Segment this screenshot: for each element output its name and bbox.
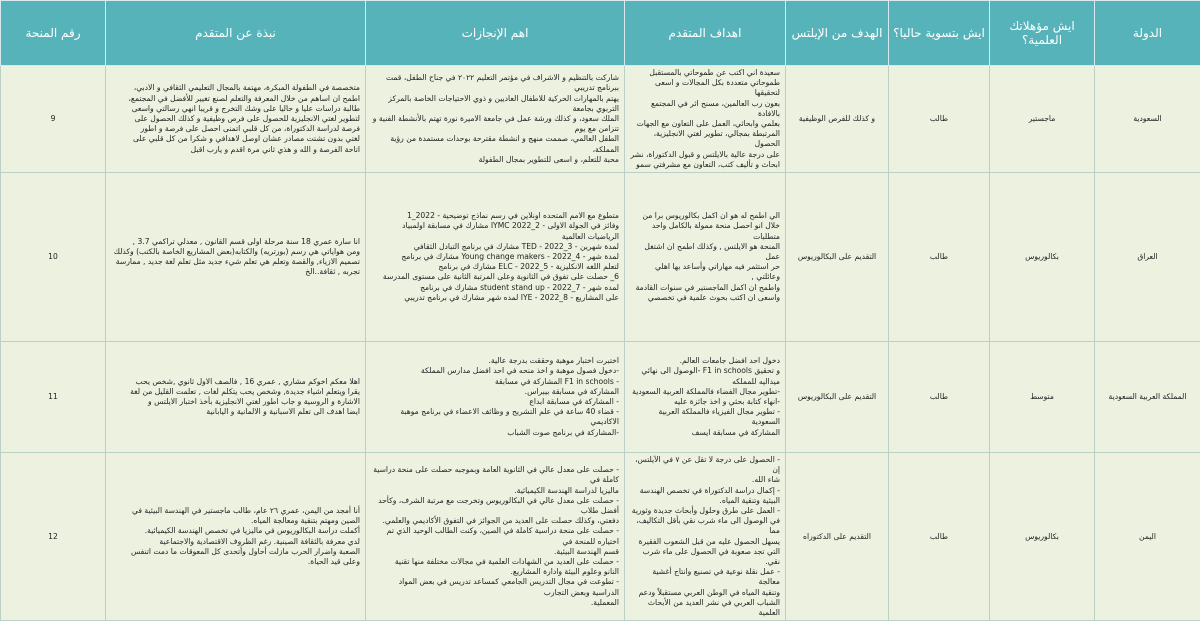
- text-line: وفائز في الجولة الاولى - IYMC 2022_2 مشارك في مسابقة اولمبياد الرياضيات العالمية: [371, 221, 619, 241]
- ielts-goal-cell: التقديم على البكالوريوس: [786, 342, 889, 453]
- text-line: -تطوير مجال الفضاء فالمملكة العربية السعودية: [630, 387, 780, 397]
- text-line: طالبة دراسات عليا و حاليا على وشك التخرج و قريبا انهي رسالتي واسعى: [111, 104, 360, 114]
- text-line: - حصلت على معدل عالي في الثانوية العامة وبموجبه حصلت على منحة دراسية كاملة في: [371, 465, 619, 485]
- bio-cell: [106, 173, 366, 342]
- text-line: أنا أمجد من اليمن، عمري ٢٦ عام، طالب ماجستير في الهندسة البيئية في: [111, 506, 360, 516]
- text-line: اهلا معكم اخوكم مشاري , عمري 16 , فالصف الاول ثانوي ,شخص يحب: [111, 377, 360, 387]
- goals-cell: [625, 342, 786, 453]
- bio-cell: [106, 342, 366, 453]
- text-line: متخصصة في الطفولة المبكرة، مهتمة بالمجال التعليمي الثقافي و الادبي،: [111, 83, 360, 93]
- text-line: شاء الله.: [630, 475, 780, 485]
- text-line: المشاركة في مسابقة بيبراس.: [371, 387, 619, 397]
- text-line: المعملية.: [371, 598, 619, 608]
- qualification-cell: متوسط: [990, 342, 1095, 453]
- text-line: - تطوعت في مجال التدريس الجامعي كمساعد تدريس في بعض المواد الدراسية وبعض التجارب: [371, 577, 619, 597]
- text-line: - قضاء 40 ساعة في علم التشريح و وظائف الاعضاء في برنامج موهبة الاكاديمي: [371, 407, 619, 427]
- achievements-cell: [366, 66, 625, 173]
- text-line: - حصلت على معدل عالي في البكالوريوس وتخرجت مع مرتبة الشرف، وكأحد أفضل طلاب: [371, 496, 619, 516]
- header-current-status: ايش بتسوية حاليا؟: [889, 1, 990, 66]
- text-line: الشباب العربي في نشر العديد من الأبحاث العلمية: [630, 598, 780, 618]
- text-line: وتنقية المياه في الوطن العربي مستقبلاً ودعم: [630, 588, 780, 598]
- text-line: سعيدة اني اكتب عن طموحاتي بالمستقبل: [630, 68, 780, 78]
- text-line: الملك سعود، و كذلك ورشة عمل في جامعة الاميرة نورة تهتم بالأنشطة الفنية و تتزامن مع يوم: [371, 114, 619, 134]
- header-country: الدولة: [1095, 1, 1200, 66]
- achievements-cell: [366, 453, 625, 621]
- status-cell: طالب: [889, 66, 990, 173]
- text-line: التي تجد صعوبة في الحصول على ماء شرب نقي.: [630, 547, 780, 567]
- table-row: [1, 453, 1200, 621]
- text-line: - F1 in schools المشاركة في مسابقة: [371, 377, 619, 387]
- text-line: - المشاركة في مسابقة ابداع: [371, 397, 619, 407]
- text-line: 6_ حصلت على تفوق في الثانوية وعلى المرتبة الثانية على مستوى المدرسة: [371, 272, 619, 282]
- goals-cell: [625, 173, 786, 342]
- qualification-cell: ماجستير: [990, 66, 1095, 173]
- text-line: -دخول فصول موهبة و اخذ منحه في احد افضل مدارس المملكة: [371, 366, 619, 376]
- text-line: - إكمال دراسة الدكتوراة في تخصص الهندسة: [630, 486, 780, 496]
- header-goals: اهداف المتقدم: [625, 1, 786, 66]
- text-line: الصين ومهتم بتنقية ومعالجة المياه.: [111, 516, 360, 526]
- text-line: لتعلم اللغه الانكليزية - ELC - 2022_5 مشارك في برنامج: [371, 262, 619, 272]
- achievements-cell: [366, 342, 625, 453]
- text-line: دفعتي، وكذلك حصلت على العديد من الجوائز في التفوق الأكاديمي والعلمي.: [371, 516, 619, 526]
- text-line: دخول احد افضل جامعات العالم.: [630, 356, 780, 366]
- text-line: ابحاث و تأليف كتب، التعاون مع مشرفتي سمو: [630, 160, 780, 170]
- text-line: قسم الهندسة البيئية.: [371, 547, 619, 557]
- text-line: ميداليه للمملكه: [630, 377, 780, 387]
- status-cell: طالب: [889, 342, 990, 453]
- text-line: - عمل نقلة نوعية في تصنيع وانتاج أغشية معالجة: [630, 567, 780, 587]
- text-line: طموحاتي متعددة بكل المجالات و اسعى لتحقيقها: [630, 78, 780, 98]
- text-line: بعلمي وابحاثي، العمل على التعاون مع الجهات: [630, 119, 780, 129]
- country-cell: العراق: [1095, 173, 1200, 342]
- text-line: لمده شهر - student stand up - 2022_7 مشارك في برنامج: [371, 283, 619, 293]
- text-line: يهتم بالمهارات الحركية للاطفال العاديين و ذوي الاحتياجات الخاصة بالمركز التربوي بجامعة: [371, 94, 619, 114]
- text-line: - الحصول على درجة لا تقل عن ٧ في الآيلتس، إن: [630, 455, 780, 475]
- text-line: أكملت دراسة البكالوريوس في ماليزيا في تخصص الهندسة الكيميائية.: [111, 526, 360, 536]
- country-cell: المملكة العربية السعودية: [1095, 342, 1200, 453]
- text-line: ومن هواياتي هي رسم (بورتريه) والكتابه(بعض المشاريع الخاصة بالكتب) وكذلك: [111, 247, 360, 257]
- text-line: اتاحة الفرصة و الله و هذي ثاني مرة اقدم و يارب اقبل: [111, 145, 360, 155]
- text-line: و تحقيق F1 in schools -الوصول الى نهائي: [630, 366, 780, 376]
- page-number-cell: 11: [1, 342, 106, 453]
- text-line: الصعبة واضرار الحرب مازلت أحاول وأتحدى كل المعوقات ما دمت اتنفس: [111, 547, 360, 557]
- goals-cell: [625, 66, 786, 173]
- table-row: [1, 342, 1200, 453]
- qualification-cell: بكالوريوس: [990, 453, 1095, 621]
- text-line: ايضا اهدف الى تعلم الاسبانية و الالمانية و اليابانية: [111, 407, 360, 417]
- text-line: متطوع مع الامم المتحده اونلاين في رسم نماذج توضيحية - 2022_1: [371, 211, 619, 221]
- table-row: [1, 66, 1200, 173]
- status-cell: طالب: [889, 173, 990, 342]
- text-line: انا سارة عمري 18 سنة مرحلة اولى قسم القانون , معدلي تراكمي 3.7 ,: [111, 237, 360, 247]
- text-line: على درجة عالية بالايلتس و قبول الدكتوراة، نشر: [630, 150, 780, 160]
- header-bio: نبذة عن المتقدم: [106, 1, 366, 66]
- qualification-cell: بكالوريوس: [990, 173, 1095, 342]
- text-line: الي اطمح له هو ان اكمل بكالوريوس برا من: [630, 211, 780, 221]
- text-line: اختبرت اختبار موهبة وحققت بدرجة عالية.: [371, 356, 619, 366]
- text-line: اطمح ان اساهم من خلال المعرفة والتعلم لصنع تغيير للأفضل في المجتمع،: [111, 94, 360, 104]
- text-line: - حصلت على العديد من الشهادات العلمية في مجالات مختلفة منها تقنية: [371, 557, 619, 567]
- status-cell: طالب: [889, 453, 990, 621]
- text-line: واسعى ان اكتب بحوث علمية في تخصصي: [630, 293, 780, 303]
- text-line: النانو وعلوم البيئة وادارة المشاريع.: [371, 567, 619, 577]
- page-number-cell: 10: [1, 173, 106, 342]
- text-line: -المشاركة في برنامج صوت الشباب: [371, 428, 619, 438]
- text-line: المرتبطة بمجالي، تطوير لغتي الانجليزية، الحصول: [630, 129, 780, 149]
- text-line: - حصلت على منحة دراسية كاملة في الصين، وكنت الطالب الوحيد الذي تم اختياره للمنحة في: [371, 526, 619, 546]
- text-line: المنحة هو الايلتس , وكذلك اطمح ان اشتغل عمل: [630, 242, 780, 262]
- ielts-goal-cell: التقديم على الدكتوراه: [786, 453, 889, 621]
- ielts-goal-cell: التقديم على البكالوريوس: [786, 173, 889, 342]
- achievements-cell: [366, 173, 625, 342]
- text-line: -انهاء كتابة بحثي و اخذ جائزة عليه: [630, 397, 780, 407]
- header-ielts-goal: الهدف من الإيلتس: [786, 1, 889, 66]
- text-line: لتطوير لغتي الانجليزية للحصول على فرص وظيفية و كذلك الحصول على: [111, 114, 360, 124]
- text-line: واطمح ان اكمل الماجستير في سنوات القادمة: [630, 283, 780, 293]
- text-line: يسهل الحصول عليه من قبل الشعوب الفقيرة: [630, 537, 780, 547]
- text-line: خلال انو احصل منحة ممولة بالكامل واحد متطلبات: [630, 221, 780, 241]
- text-line: على المشاريع - IYE - 2022_8 لمده شهر مشارك في برنامج تدريبي: [371, 293, 619, 303]
- table-row: [1, 173, 1200, 342]
- page-number-cell: 9: [1, 66, 106, 173]
- bio-cell: [106, 66, 366, 173]
- text-line: يقرا ويتعلم اشياء جديدة, وشخص يحب يتكلم لغات , تعلمت القليل من لغة: [111, 387, 360, 397]
- text-line: الاشارة و الروسية و جاب اطور لغتي الانجليزية بأخذ اختبار الايلتس و: [111, 397, 360, 407]
- header-page-number: رقم المنحة: [1, 1, 106, 66]
- text-line: حر استثمر فيه مهاراتي وأساعد بها اهلي وعائلتي ,: [630, 262, 780, 282]
- goals-cell: [625, 453, 786, 621]
- country-cell: اليمن: [1095, 453, 1200, 621]
- text-line: - العمل على طرق وحلول وأبحاث جديدة وثورية: [630, 506, 780, 516]
- header-row: [1, 1, 1200, 66]
- ielts-goal-cell: و كذلك للفرص الوظيفية: [786, 66, 889, 173]
- text-line: البيئية وتنقية المياه.: [630, 496, 780, 506]
- bio-cell: [106, 453, 366, 621]
- text-line: تجربه , ثقافة..الخ: [111, 267, 360, 277]
- text-line: المشاركة في مسابقة ايسف: [630, 428, 780, 438]
- text-line: تصميم الازياء, والقصة وتعلم هي تعلم شيء جديد مثل تعلم لغة جديد , ممارسة: [111, 257, 360, 267]
- header-achievements: اهم الإنجازات: [366, 1, 625, 66]
- page-number-cell: 12: [1, 453, 106, 621]
- text-line: لغتي بدون تشتت مصادر عشان اوصل لاهدافي و شكرا من كل قلبي على: [111, 134, 360, 144]
- country-cell: السعودية: [1095, 66, 1200, 173]
- text-line: ماليزيا لدراسة الهندسة الكيميائية.: [371, 486, 619, 496]
- text-line: شاركت بالتنظيم و الاشراف في مؤتمر التعليم ٢٠٢٢ في جناح الطفل، قمت ببرنامج تدريبي: [371, 73, 619, 93]
- text-line: فرصة لدراسة الدكتوراة، من كل قلبي اتمنى احصل على فرصة و اطور: [111, 124, 360, 134]
- header-qualifications: ايش مؤهلاتك العلمية؟: [990, 1, 1095, 66]
- text-line: محبة للتعلم، و اسعى للتطوير بمجال الطفولة: [371, 155, 619, 165]
- text-line: لمدة شهر - Young change makers - 2022_4 مشارك في برنامج: [371, 252, 619, 262]
- text-line: بعون رب العالمين، مسنح اثر في المجتمع بالافادة: [630, 99, 780, 119]
- text-line: لدي معرفة بالثقافة الصينية. رغم الظروف الاقتصادية والاجتماعية: [111, 537, 360, 547]
- text-line: - تطوير مجال الفيزياء فالمملكة العربية السعودية: [630, 407, 780, 427]
- text-line: وعلى قيد الحياة.: [111, 557, 360, 567]
- text-line: في الوصول الى ماء شرب نقي بأقل التكاليف، مما: [630, 516, 780, 536]
- text-line: لمدة شهرين - TED - 2022_3 مشارك في برنامج التبادل الثقافي: [371, 242, 619, 252]
- text-line: الطفل العالمي، صممت منهج و انشطة مقترحة بوحدات مستمدة من رؤية المملكة،: [371, 134, 619, 154]
